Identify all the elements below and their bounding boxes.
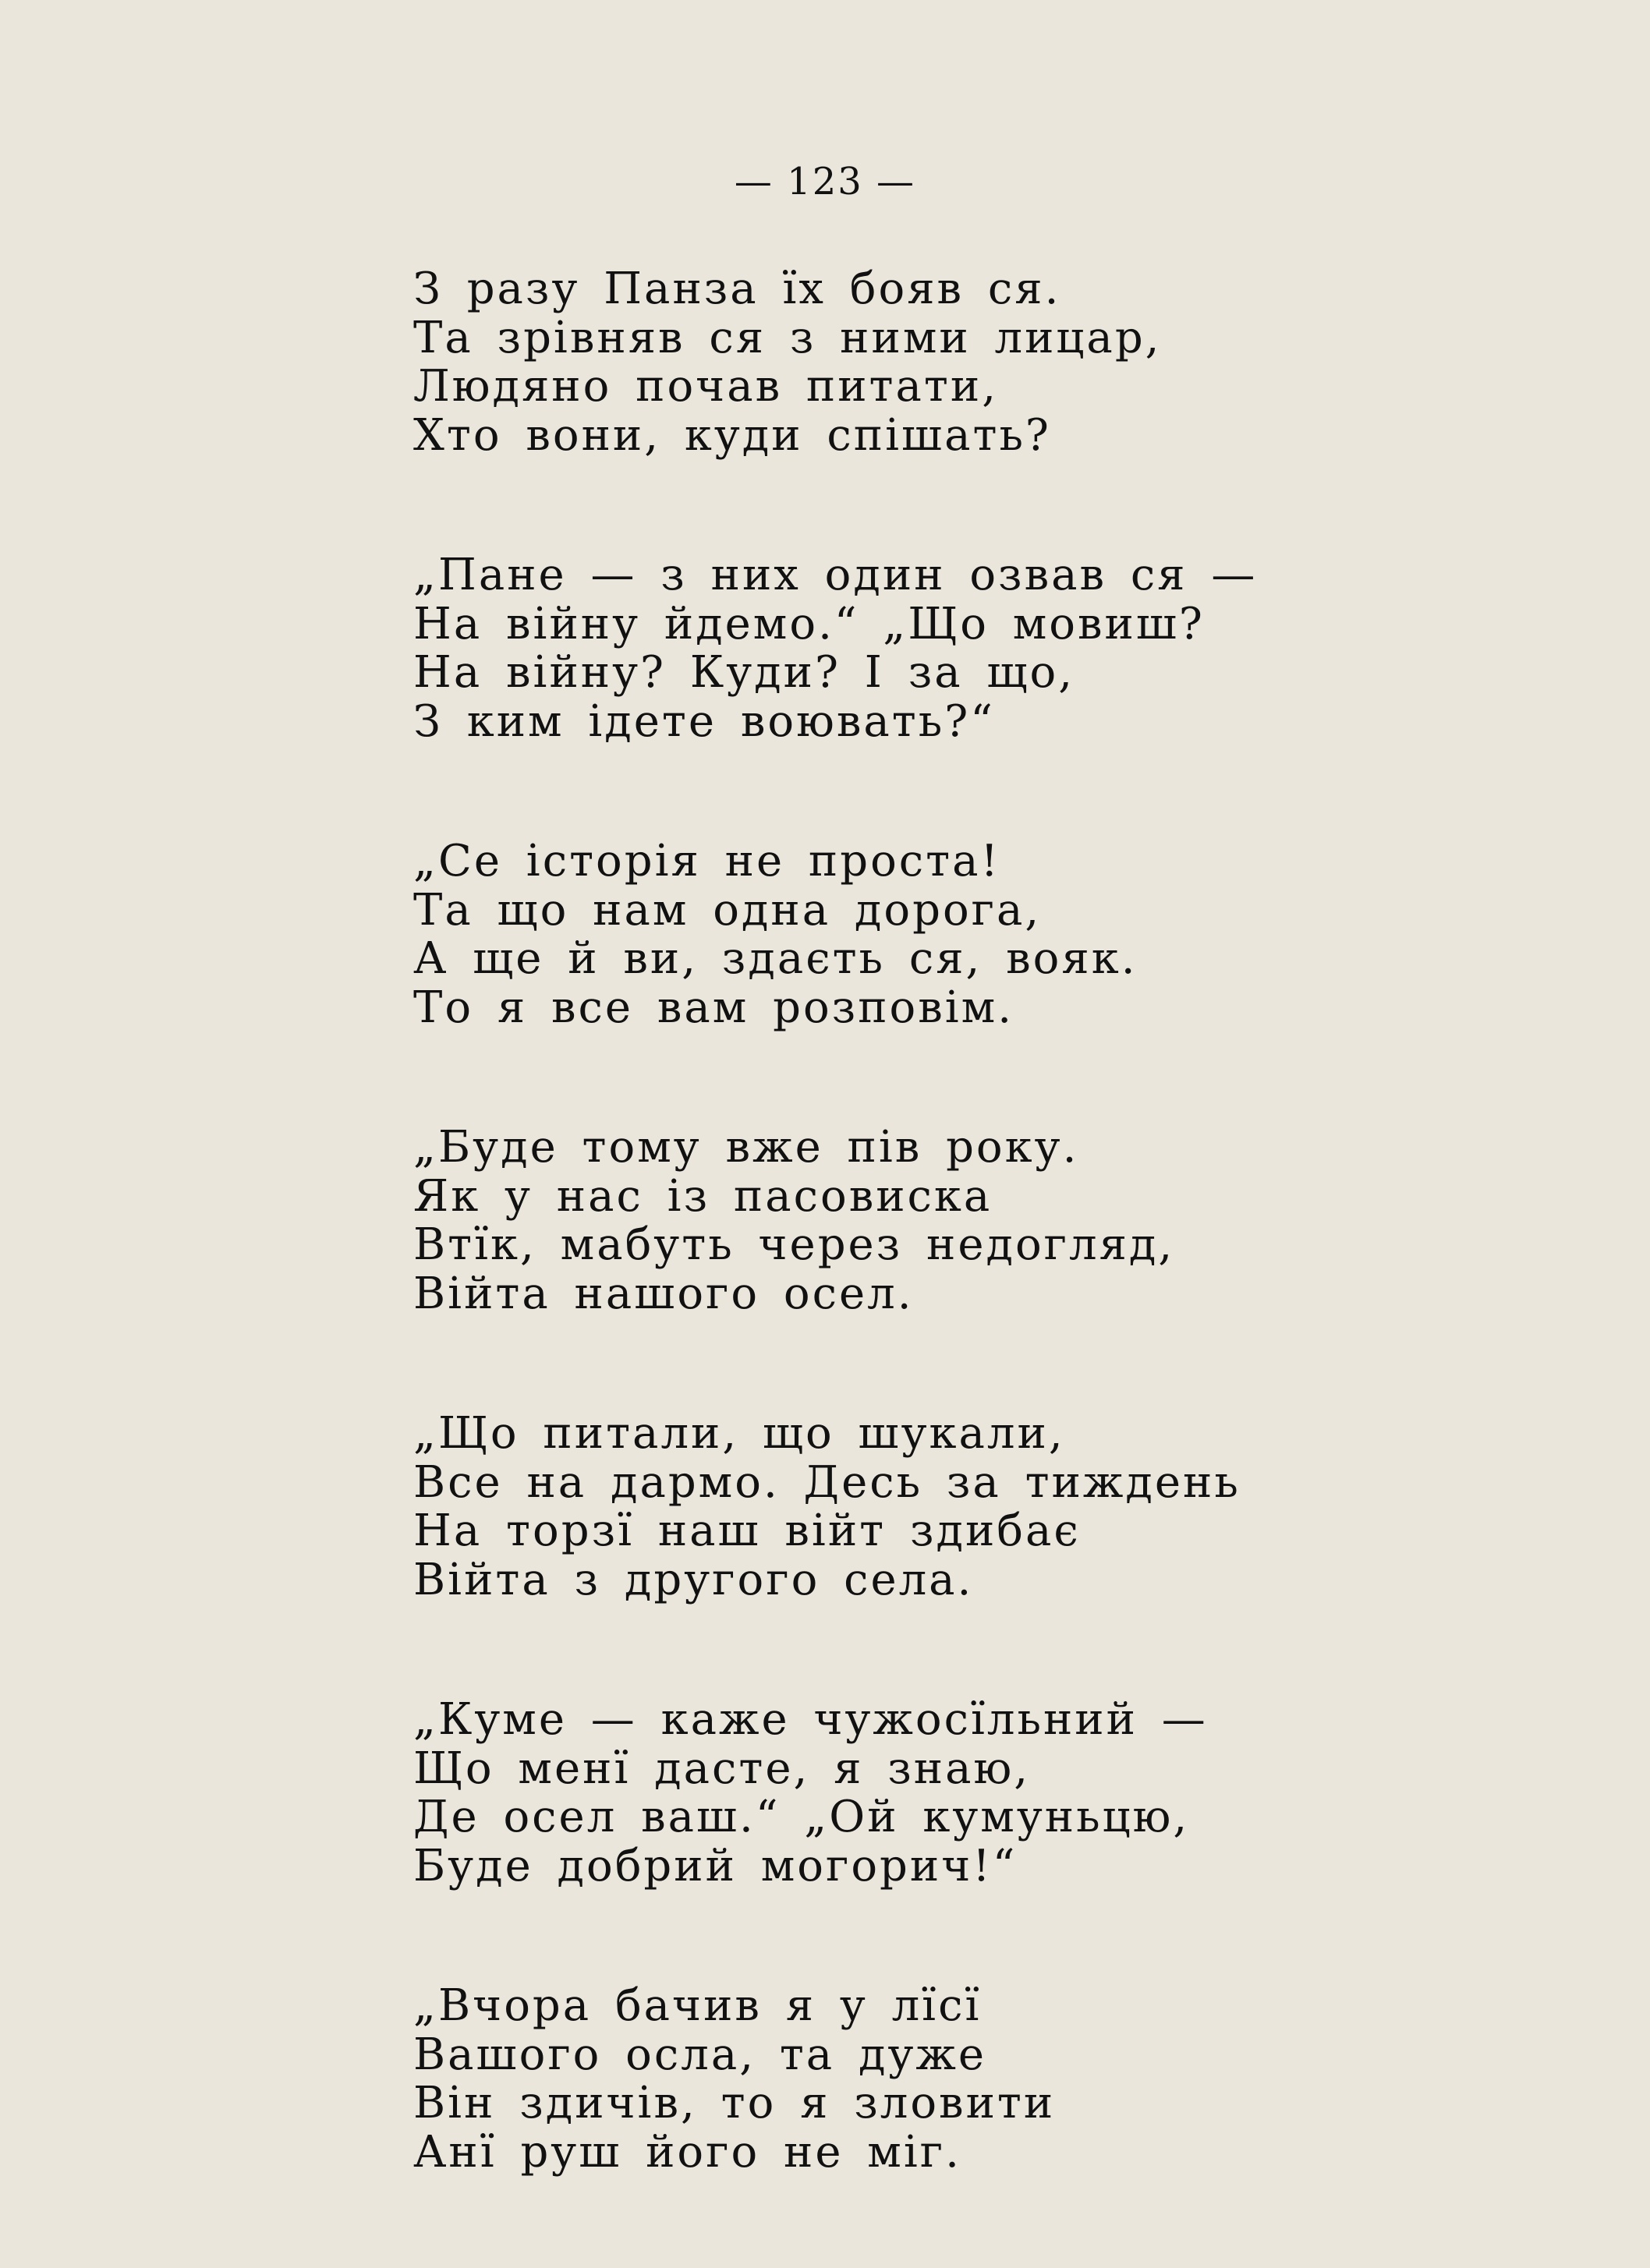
verse-line: На війну? Куди? І за що, xyxy=(413,647,1075,698)
stanza-6 xyxy=(413,1696,1630,1891)
page-number: — 123 — xyxy=(734,160,916,203)
stanza-5 xyxy=(413,1410,1630,1605)
verse-line: Та зрівняв ся з ними лицар, xyxy=(413,312,1162,363)
verse-line: З ким ідете воювать?“ xyxy=(413,695,995,747)
verse-line: Війта з другого села. xyxy=(413,1554,974,1605)
verse-line: Та що нам одна дорога, xyxy=(413,884,1042,936)
verse-line: „Пане — з них один озвав ся — xyxy=(413,550,1258,600)
verse-line: „Вчора бачив я у лїсї xyxy=(413,1980,982,2031)
verse-line: На торзї наш війт здибає xyxy=(413,1506,1081,1556)
stanza-2 xyxy=(413,551,1630,746)
verse-line: Хто вони, куди спішать? xyxy=(413,409,1051,461)
verse-line: „Куме — каже чужосїльний — xyxy=(413,1694,1208,1745)
poem xyxy=(413,265,1630,2268)
stanza-1 xyxy=(413,265,1630,460)
verse-line: „Що питали, що шукали, xyxy=(413,1408,1065,1459)
verse-line: Людяно почав питати, xyxy=(413,361,999,412)
verse-line: Анї руш його не міг. xyxy=(413,2126,961,2178)
stanza-3 xyxy=(413,837,1630,1032)
verse-line: На війну йдемо.“ „Що мовиш? xyxy=(413,598,1205,649)
verse-line: Буде добрий могорич!“ xyxy=(413,1840,1018,1891)
verse-line: Вашого осла, та дуже xyxy=(413,2029,987,2080)
verse-line: Де осел ваш.“ „Ой кумуньцю, xyxy=(413,1792,1190,1842)
verse-line: „Се історія не проста! xyxy=(413,836,1001,886)
verse-line: З разу Панза їх бояв ся. xyxy=(413,264,1061,314)
verse-line: Війта нашого осел. xyxy=(413,1268,914,1319)
verse-line: „Буде тому вже пів року. xyxy=(413,1122,1079,1173)
stanza-7 xyxy=(413,1982,1630,2177)
verse-line: Він здичів, то я зловити xyxy=(413,2078,1056,2128)
verse-line: Все на дармо. Десь за тиждень xyxy=(413,1456,1241,1508)
verse-line: Що менї дасте, я знаю, xyxy=(413,1743,1031,1794)
verse-line: Втїк, мабуть через недогляд, xyxy=(413,1219,1175,1270)
stanza-4 xyxy=(413,1123,1630,1318)
verse-line: Як у нас із пасовиска xyxy=(413,1170,993,1222)
verse-line: А ще й ви, здаєть ся, вояк. xyxy=(413,933,1138,984)
verse-line: То я все вам розповім. xyxy=(413,982,1014,1033)
